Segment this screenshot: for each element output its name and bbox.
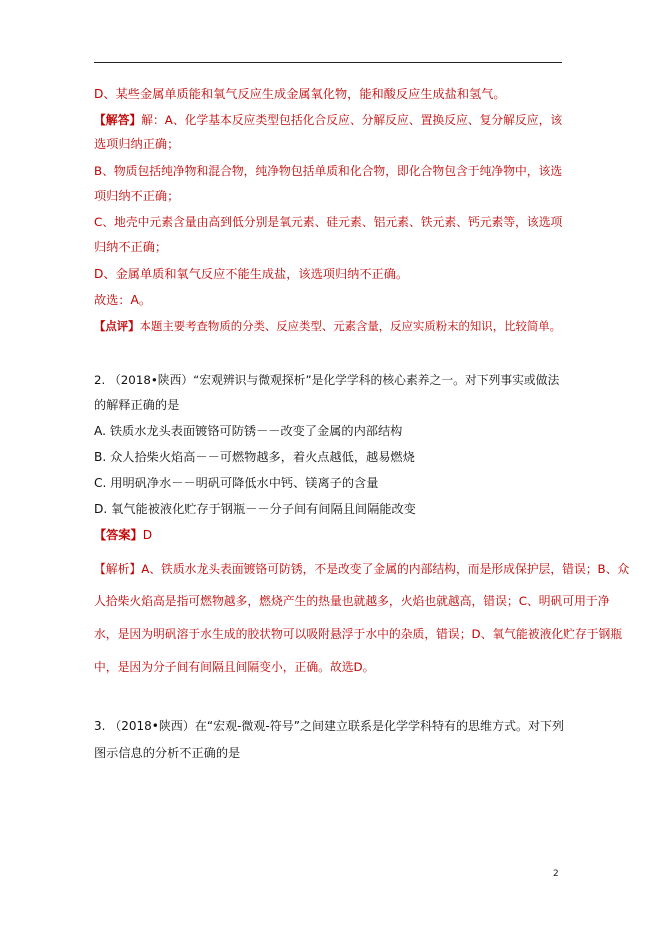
q1-answer <box>94 112 562 128</box>
page-number: 2 <box>553 869 559 879</box>
q2-option-b: B. 众人拾柴火焰高－－可燃物越多，着火点越低，越易燃烧 <box>94 450 415 464</box>
q1-c-line1: C、地壳中元素含量由高到低分别是氧元素、硅元素、铝元素、铁元素、钙元素等，该选项 <box>94 215 563 229</box>
q2-answer-value: D <box>142 528 153 542</box>
answer-tag: 【解答】 <box>94 113 142 127</box>
q3-stem-line1: 3. （2018•陕西）在“宏观-微观-符号”之间建立联系是化学学科特有的思维方式。对下列 <box>94 719 564 733</box>
q2-analysis-line3: 水，是因为明矾溶于水生成的胶状物可以吸附悬浮于水中的杂质，错误；D、氧气能被液化贮存于钢瓶 <box>94 627 623 641</box>
q1-answer-line2: 选项归纳正确； <box>94 137 180 151</box>
q1-comment <box>94 318 561 334</box>
q1-option-d: D、某些金属单质能和氧气反应生成金属氧化物，能和酸反应生成盐和氢气。 <box>94 87 506 101</box>
comment-tag: 【点评】 <box>94 319 140 333</box>
q2-stem-line2: 的解释正确的是 <box>94 398 180 412</box>
q3-stem-line2: 图示信息的分析不正确的是 <box>94 746 241 760</box>
q1-b-line2: 项归纳不正确； <box>94 189 180 203</box>
q2-option-d: D. 氧气能被液化贮存于钢瓶－－分子间有间隔且间隔能改变 <box>94 502 416 516</box>
q2-option-a: A. 铁质水龙头表面镀铬可防锈－－改变了金属的内部结构 <box>94 424 403 438</box>
header-rule <box>94 62 562 63</box>
answer-text: 解：A、化学基本反应类型包括化合反应、分解反应、置换反应、复分解反应，该 <box>141 113 563 127</box>
q2-analysis-line1: 【解析】A、铁质水龙头表面镀铬可防锈，不是改变了金属的内部结构，而是形成保护层，错误；B、众 <box>94 562 630 576</box>
q2-analysis-line4: 中，是因为分子间有间隔且间隔变小，正确。故选D。 <box>94 660 375 674</box>
q1-choice: 故选：A。 <box>94 293 152 307</box>
q2-option-c: C. 用明矾净水－－明矾可降低水中钙、镁离子的含量 <box>94 476 379 490</box>
q2-answer <box>94 527 152 543</box>
q2-answer-tag: 【答案】 <box>94 528 143 542</box>
q1-c-line2: 归纳不正确； <box>94 240 168 254</box>
q2-stem-line1: 2. （2018•陕西）“宏观辨识与微观探析”是化学学科的核心素养之一。对下列事实或做法 <box>94 373 560 387</box>
q2-analysis-line2: 人拾柴火焰高是指可燃物越多，燃烧产生的热量也就越多，火焰也就越高，错误；C、明矾可用于净 <box>94 594 610 608</box>
comment-text: 本题主要考查物质的分类、反应类型、元素含量，反应实质粉末的知识，比较简单。 <box>139 319 562 333</box>
q1-b-line1: B、物质包括纯净物和混合物，纯净物包括单质和化合物，即化合物包含于纯净物中，该选 <box>94 164 563 178</box>
q1-d-line: D、金属单质和氧气反应不能生成盐，该选项归纳不正确。 <box>94 267 409 281</box>
